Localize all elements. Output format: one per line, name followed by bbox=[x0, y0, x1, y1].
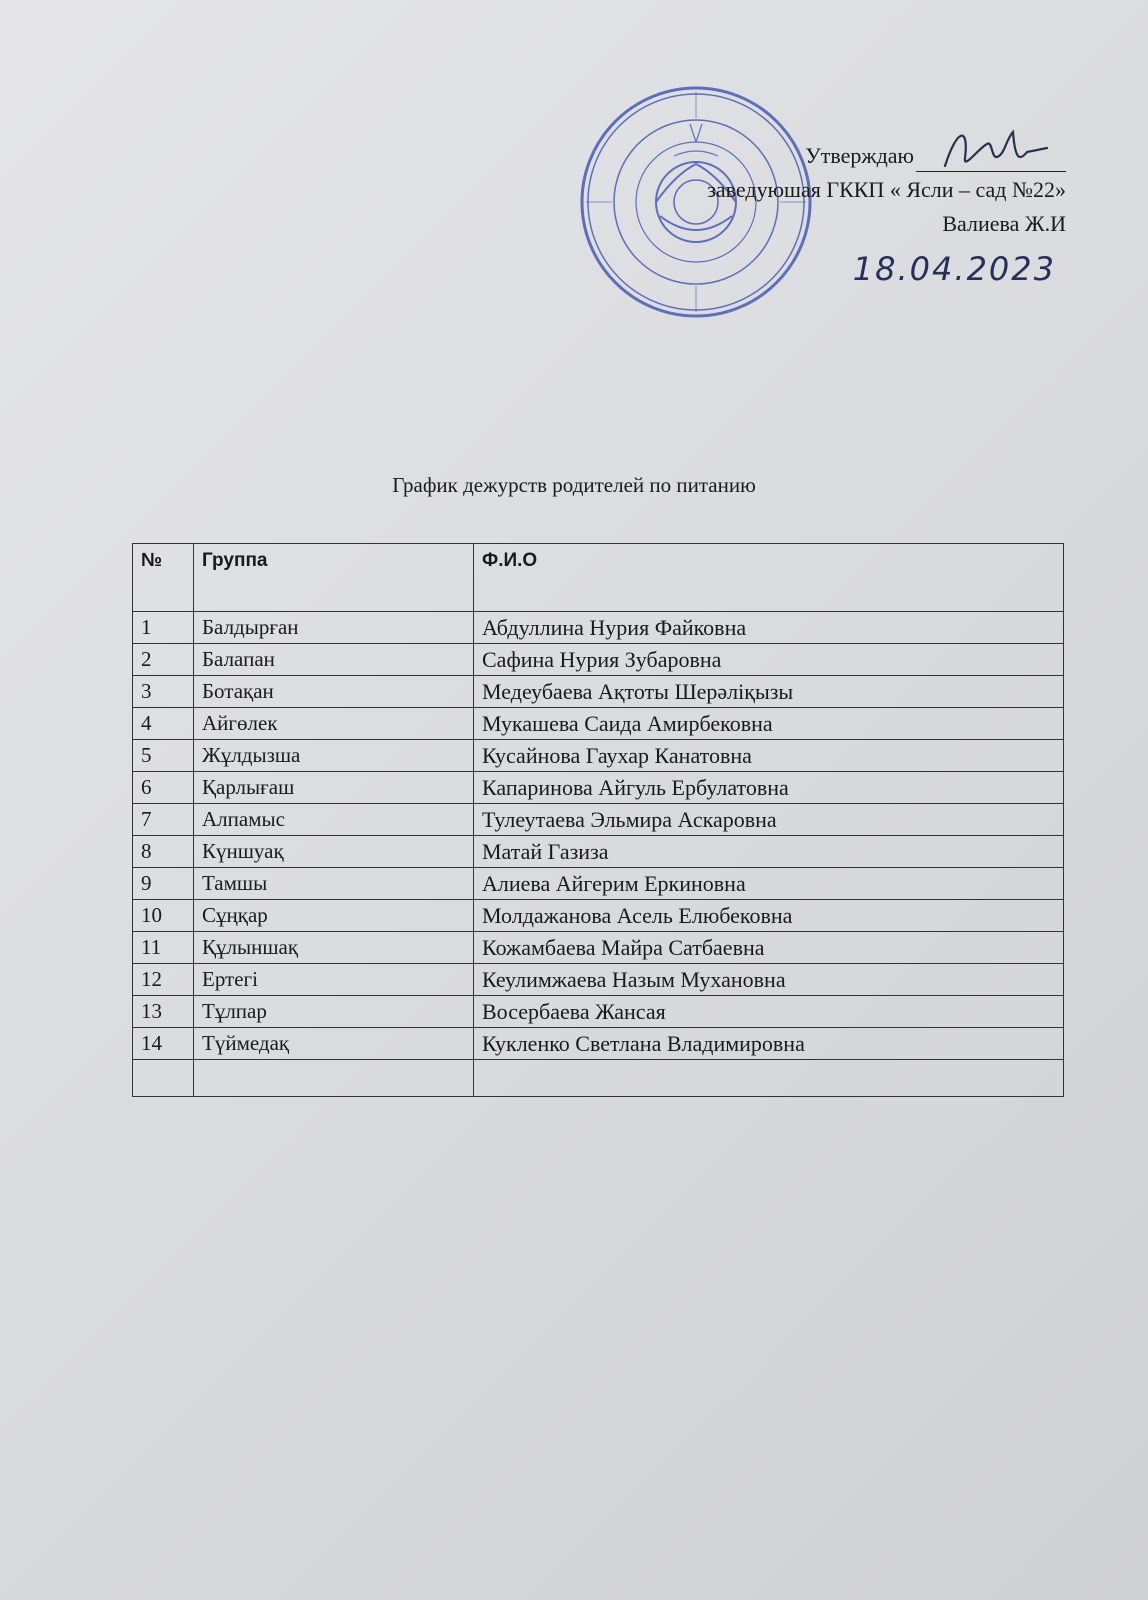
row-num: 3 bbox=[133, 676, 194, 708]
table-row bbox=[133, 1028, 1064, 1060]
table-row bbox=[133, 612, 1064, 644]
row-num: 11 bbox=[133, 932, 194, 964]
table-row-empty bbox=[133, 1060, 1064, 1097]
signature-line bbox=[916, 149, 1066, 172]
row-num: 4 bbox=[133, 708, 194, 740]
table-row bbox=[133, 804, 1064, 836]
row-name: Кусайнова Гаухар Канатовна bbox=[474, 740, 1064, 772]
table-row bbox=[133, 836, 1064, 868]
row-name: Матай Газиза bbox=[474, 836, 1064, 868]
table-header-row bbox=[133, 544, 1064, 612]
row-name: Кеулимжаева Назым Мухановна bbox=[474, 964, 1064, 996]
row-name: Кукленко Светлана Владимировна bbox=[474, 1028, 1064, 1060]
row-num: 7 bbox=[133, 804, 194, 836]
row-name: Медеубаева Ақтоты Шерәліқызы bbox=[474, 676, 1064, 708]
row-name: Сафина Нурия Зубаровна bbox=[474, 644, 1064, 676]
row-name: Кожамбаева Майра Сатбаевна bbox=[474, 932, 1064, 964]
row-name: Абдуллина Нурия Файковна bbox=[474, 612, 1064, 644]
page-title: График дежурств родителей по питанию bbox=[392, 473, 756, 497]
row-group: Күншуақ bbox=[194, 836, 474, 868]
row-group: Ертегі bbox=[194, 964, 474, 996]
table-row bbox=[133, 644, 1064, 676]
row-num: 2 bbox=[133, 644, 194, 676]
row-group: Түймедақ bbox=[194, 1028, 474, 1060]
row-num: 12 bbox=[133, 964, 194, 996]
approver-position: заведуюшая ГККП « Ясли – сад №22» bbox=[707, 177, 1066, 202]
row-group: Жұлдызша bbox=[194, 740, 474, 772]
empty-cell bbox=[133, 1060, 194, 1097]
row-name: Восербаева Жансая bbox=[474, 996, 1064, 1028]
header-group: Группа bbox=[194, 544, 474, 612]
table-row bbox=[133, 708, 1064, 740]
row-num: 6 bbox=[133, 772, 194, 804]
duty-schedule-table bbox=[132, 543, 1064, 1097]
row-num: 1 bbox=[133, 612, 194, 644]
row-num: 9 bbox=[133, 868, 194, 900]
row-group: Айгөлек bbox=[194, 708, 474, 740]
row-group: Тұлпар bbox=[194, 996, 474, 1028]
table-row bbox=[133, 740, 1064, 772]
empty-cell bbox=[474, 1060, 1064, 1097]
table-row bbox=[133, 868, 1064, 900]
table-row bbox=[133, 900, 1064, 932]
row-group: Балапан bbox=[194, 644, 474, 676]
empty-cell bbox=[194, 1060, 474, 1097]
row-name: Молдажанова Асель Елюбековна bbox=[474, 900, 1064, 932]
row-group: Ботақан bbox=[194, 676, 474, 708]
row-name: Тулеутаева Эльмира Аскаровна bbox=[474, 804, 1064, 836]
row-group: Тамшы bbox=[194, 868, 474, 900]
row-name: Алиева Айгерим Еркиновна bbox=[474, 868, 1064, 900]
table-row bbox=[133, 996, 1064, 1028]
row-num: 13 bbox=[133, 996, 194, 1028]
row-group: Сұңқар bbox=[194, 900, 474, 932]
row-group: Құлыншақ bbox=[194, 932, 474, 964]
row-name: Мукашева Саида Амирбековна bbox=[474, 708, 1064, 740]
approver-name: Валиева Ж.И bbox=[942, 211, 1066, 236]
approval-block bbox=[546, 140, 1066, 242]
row-group: Қарлығаш bbox=[194, 772, 474, 804]
row-num: 8 bbox=[133, 836, 194, 868]
row-group: Алпамыс bbox=[194, 804, 474, 836]
row-num: 5 bbox=[133, 740, 194, 772]
row-group: Балдырған bbox=[194, 612, 474, 644]
table-row bbox=[133, 932, 1064, 964]
table-row bbox=[133, 964, 1064, 996]
approve-label: Утверждаю bbox=[805, 143, 914, 168]
row-num: 10 bbox=[133, 900, 194, 932]
table-row bbox=[133, 676, 1064, 708]
row-num: 14 bbox=[133, 1028, 194, 1060]
header-fio: Ф.И.О bbox=[474, 544, 1064, 612]
header-num: № bbox=[133, 544, 194, 612]
handwritten-date: 18.04.2023 bbox=[852, 250, 1056, 288]
row-name: Капаринова Айгуль Ербулатовна bbox=[474, 772, 1064, 804]
table-row bbox=[133, 772, 1064, 804]
